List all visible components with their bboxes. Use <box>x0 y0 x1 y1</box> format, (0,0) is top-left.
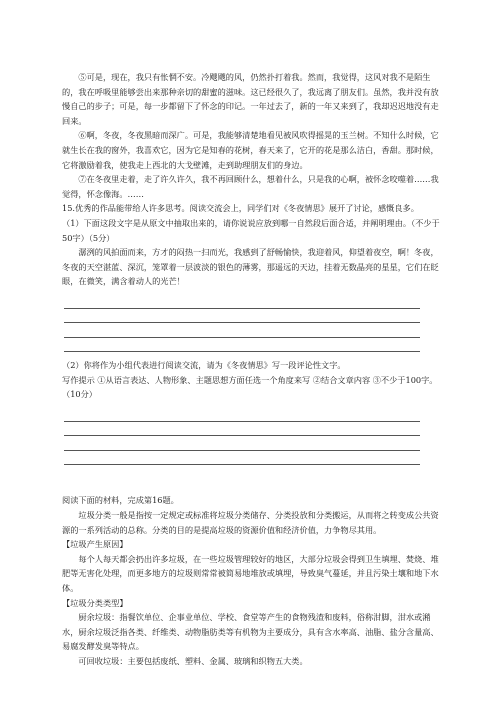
material-definition: 垃圾分类一般是指按一定规定或标准将垃圾分类储存、分类投放和分类搬运，从而将之转变成公共资源的一系列活动的总称。分类的目的是提高垃圾的资源价值和经济价值，力争物尽其用。 <box>62 510 439 535</box>
answer-lines-part-1[interactable] <box>62 294 440 352</box>
answer-line[interactable] <box>64 309 420 324</box>
answer-line[interactable] <box>64 294 420 309</box>
section-heading-types: 【垃圾分类类型】 <box>62 597 128 608</box>
paragraph-5: ⑤可是，现在，我只有怅惘不安。冷飕飕的风，仍然扑打着我。然而，我觉得，这风对我不是陌生的，我在呼吸里能够尝出来那种亲切的甜蜜的滋味。这已经很久了，我远离了朋友们。虽然，我并没有放慢自己的步子；可是，每一步都留下了怀念的印记。一年过去了，新的一年又来到了，我却迟迟地没有走回来。 <box>62 72 439 126</box>
spacer <box>62 471 440 493</box>
paragraph-7: ⑦在冬夜里走着，走了许久许久，我不再回顾什么，想着什么，只是我的心啊，被怀念咬噬着……我觉得，怀念像海。…… <box>62 174 439 199</box>
material-lead: 阅读下面的材料，完成第16题。 <box>62 495 179 506</box>
answer-line[interactable] <box>64 407 420 422</box>
extracted-passage: 潺洌的风拍面而来，方才的闷热一扫而光，我感到了舒畅愉快，我迎着风，仰望着夜空，啊！冬夜，冬夜的天空湛蓝、深沉，笼罩着一层波淡的银色的薄雾，那遥远的天边，挂着无数晶亮的星星，它们在眨眼，在微笑，满含着动人的光芒！ <box>62 247 439 287</box>
answer-line[interactable] <box>64 338 420 353</box>
answer-line[interactable] <box>64 451 420 466</box>
question-15-part-2: （2）你将作为小组代表进行阅读交流，请为《冬夜情思》写一段评论性文字。 <box>62 360 346 371</box>
answer-line[interactable] <box>64 422 420 437</box>
material-recyclable-waste: 可回收垃圾：主要包括废纸、塑料、金属、玻璃和织物五大类。 <box>78 655 308 666</box>
answer-line[interactable] <box>64 436 420 451</box>
paragraph-6: ⑥啊，冬夜，冬夜黑暗而深广。可是，我能够清楚地看见被风吹得摇晃的玉兰树。不知什么时候，它就生长在我的窗外，我喜欢它，因为它是知春的花树，春天来了，它开的花是那么洁白，香甜。那时候，它将激励着我，使我走上西北的大戈壁滩，走到助理朋友们的身边。 <box>62 130 439 170</box>
document-content <box>62 70 440 669</box>
answer-lines-part-2[interactable] <box>62 407 440 465</box>
answer-line[interactable] <box>64 323 420 338</box>
material-cause: 每个人每天都会扔出许多垃圾，在一些垃圾管理较好的地区，大部分垃圾会得到卫生填埋、焚烧、堆肥等无害化处理，而更多地方的垃圾则常常被简易地堆放或填埋，导致臭气蔓延，并且污染土壤和地下水体。 <box>62 553 439 593</box>
question-15-intro: 15.优秀的作品能带给人许多思考。阅读交流会上，同学们对《冬夜情思》展开了讨论，感慨良多。 <box>62 203 419 214</box>
writing-hint: 写作提示 ①从语言表达、人物形象、主题思想方面任选一个角度来写 ②结合文章内容 ③不少于100字。（10分） <box>62 374 438 400</box>
question-15-part-1: （1）下面这段文字是从原文中抽取出来的，请你说说应放到哪一自然段后面合适，并阐明理由。（不少于50字）（5分） <box>62 217 440 243</box>
material-kitchen-waste: 厨余垃圾：指餐饮单位、企事业单位、学校、食堂等产生的食物残渣和废料，俗称泔脚，泔水或潲水，厨余垃圾泛指各类、纤维类、动物脂肪类等有机物为主要成分，具有含水率高、油脂、盐分含量高、易腐发酵发臭等特点。 <box>62 612 439 652</box>
section-heading-cause: 【垃圾产生原因】 <box>62 539 128 550</box>
